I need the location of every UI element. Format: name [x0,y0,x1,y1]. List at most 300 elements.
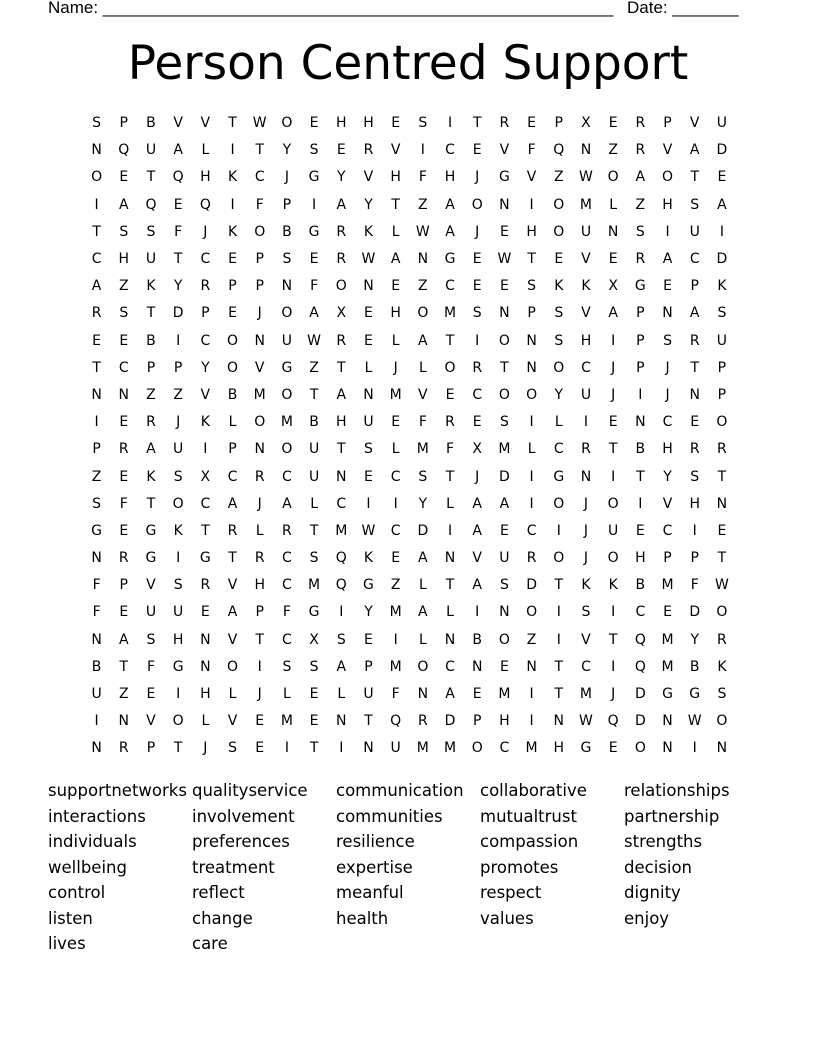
grid-letter[interactable]: S [282,251,292,268]
grid-letter[interactable]: U [716,115,728,132]
grid-letter[interactable]: E [200,604,210,621]
grid-letter[interactable]: I [611,332,616,349]
grid-letter[interactable]: N [635,414,646,431]
grid-letter[interactable]: K [227,169,238,186]
grid-letter[interactable]: S [472,305,482,322]
grid-letter[interactable]: P [119,115,128,132]
grid-letter[interactable]: D [689,604,701,621]
grid-letter[interactable]: X [200,468,211,485]
grid-letter[interactable]: O [254,414,266,431]
grid-letter[interactable]: S [309,658,319,675]
grid-letter[interactable]: T [608,631,618,648]
grid-letter[interactable]: G [580,740,592,757]
grid-letter[interactable]: K [581,278,591,295]
grid-letter[interactable]: Q [634,658,646,675]
grid-letter[interactable]: E [445,386,455,403]
grid-letter[interactable]: N [417,686,429,703]
grid-letter[interactable]: W [579,713,593,730]
grid-letter[interactable]: I [176,332,181,349]
grid-letter[interactable]: P [472,713,482,730]
grid-letter[interactable]: F [92,604,101,621]
grid-letter[interactable]: T [554,658,564,675]
grid-letter[interactable]: Q [634,631,646,648]
grid-letter[interactable]: T [173,740,183,757]
grid-letter[interactable]: N [281,278,293,295]
grid-letter[interactable]: Y [201,359,210,376]
grid-letter[interactable]: T [146,169,156,186]
grid-letter[interactable]: O [91,169,103,186]
grid-letter[interactable]: V [526,169,537,186]
grid-letter[interactable]: S [173,577,183,594]
grid-letter[interactable]: H [499,713,510,730]
grid-letter[interactable]: E [92,332,102,349]
grid-letter[interactable]: C [445,142,455,159]
grid-letter[interactable]: V [200,115,211,132]
grid-letter[interactable]: C [635,604,646,621]
grid-letter[interactable]: H [444,169,456,186]
grid-letter[interactable]: A [445,196,455,213]
grid-letter[interactable]: R [689,332,700,349]
grid-letter[interactable]: O [607,550,619,567]
grid-letter[interactable]: I [312,196,317,213]
grid-letter[interactable]: R [499,115,510,132]
grid-letter[interactable]: E [608,414,618,431]
grid-letter[interactable]: I [692,522,697,539]
grid-letter[interactable]: I [638,495,643,512]
grid-letter[interactable]: W [307,332,322,349]
grid-letter[interactable]: A [418,332,428,349]
grid-letter[interactable]: G [199,550,211,567]
grid-letter[interactable]: D [716,251,728,268]
grid-letter[interactable]: N [444,550,456,567]
grid-letter[interactable]: I [529,196,534,213]
grid-letter[interactable]: J [475,223,480,240]
grid-letter[interactable]: Y [418,495,428,512]
grid-letter[interactable]: B [91,658,102,675]
grid-letter[interactable]: G [444,251,456,268]
grid-letter[interactable]: I [529,713,534,730]
grid-letter[interactable]: L [283,686,291,703]
grid-letter[interactable]: T [255,631,264,648]
grid-letter[interactable]: J [284,169,289,186]
grid-letter[interactable]: U [363,414,374,431]
grid-letter[interactable]: Z [553,169,564,186]
grid-letter[interactable]: L [418,359,427,376]
grid-letter[interactable]: S [228,740,237,757]
grid-letter[interactable]: T [554,577,564,594]
grid-letter[interactable]: O [227,658,239,675]
grid-letter[interactable]: R [635,142,646,159]
grid-letter[interactable]: D [444,713,456,730]
grid-letter[interactable]: Z [173,386,183,403]
grid-letter[interactable]: I [556,604,561,621]
grid-letter[interactable]: P [527,305,536,322]
grid-letter[interactable]: A [635,169,646,186]
grid-letter[interactable]: K [227,223,238,240]
grid-letter[interactable]: H [390,169,401,186]
grid-letter[interactable]: G [689,686,701,703]
grid-letter[interactable]: J [257,495,262,512]
grid-letter[interactable]: E [635,522,645,539]
grid-letter[interactable]: E [499,522,509,539]
grid-letter[interactable]: N [716,740,728,757]
grid-letter[interactable]: I [230,196,235,213]
grid-letter[interactable]: M [389,386,402,403]
grid-letter[interactable]: K [146,278,156,295]
grid-letter[interactable]: J [611,686,616,703]
grid-letter[interactable]: T [173,251,183,268]
grid-letter[interactable]: O [716,604,728,621]
grid-letter[interactable]: F [527,142,536,159]
grid-letter[interactable]: R [200,278,211,295]
grid-letter[interactable]: O [172,495,184,512]
grid-letter[interactable]: H [363,115,374,132]
grid-letter[interactable]: L [364,359,373,376]
grid-letter[interactable]: C [445,278,455,295]
grid-letter[interactable]: C [118,359,129,376]
grid-letter[interactable]: C [553,441,564,458]
grid-letter[interactable]: H [200,686,211,703]
grid-letter[interactable]: R [282,522,292,539]
grid-letter[interactable]: V [200,386,211,403]
grid-letter[interactable]: U [145,604,157,621]
grid-letter[interactable]: U [173,604,184,621]
grid-letter[interactable]: V [146,713,156,730]
grid-letter[interactable]: E [119,169,129,186]
grid-letter[interactable]: U [580,223,592,240]
grid-letter[interactable]: R [363,142,374,159]
grid-letter[interactable]: V [418,386,428,403]
grid-letter[interactable]: M [661,658,674,675]
grid-letter[interactable]: P [636,359,645,376]
grid-letter[interactable]: A [227,604,238,621]
grid-letter[interactable]: P [282,196,292,213]
grid-letter[interactable]: C [282,631,292,648]
grid-letter[interactable]: P [636,305,645,322]
grid-letter[interactable]: O [281,305,293,322]
grid-letter[interactable]: J [257,305,262,322]
grid-letter[interactable]: L [418,631,427,648]
grid-letter[interactable]: R [254,550,265,567]
grid-letter[interactable]: R [118,550,129,567]
grid-letter[interactable]: H [200,169,211,186]
grid-letter[interactable]: Y [364,604,373,621]
grid-letter[interactable]: S [554,332,564,349]
grid-letter[interactable]: O [471,740,483,757]
grid-letter[interactable]: O [254,223,266,240]
grid-letter[interactable]: N [471,658,483,675]
grid-letter[interactable]: T [608,441,618,458]
grid-letter[interactable]: S [173,468,183,485]
grid-letter[interactable]: O [553,550,565,567]
grid-letter[interactable]: A [118,631,129,648]
grid-letter[interactable]: A [689,305,700,322]
grid-letter[interactable]: J [475,468,480,485]
grid-letter[interactable]: E [364,305,373,322]
grid-letter[interactable]: S [92,495,102,512]
grid-letter[interactable]: C [282,468,292,485]
grid-letter[interactable]: C [282,577,292,594]
grid-letter[interactable]: S [309,550,319,567]
grid-letter[interactable]: P [255,278,264,295]
grid-letter[interactable]: L [418,577,427,594]
grid-letter[interactable]: Q [118,142,130,159]
grid-letter[interactable]: K [363,223,374,240]
grid-letter[interactable]: E [119,522,129,539]
grid-letter[interactable]: Z [418,278,428,295]
grid-letter[interactable]: I [529,414,534,431]
grid-letter[interactable]: G [308,604,320,621]
grid-letter[interactable]: T [391,196,400,213]
grid-letter[interactable]: R [254,468,265,485]
grid-letter[interactable]: F [418,414,427,431]
grid-letter[interactable]: I [475,604,480,621]
grid-letter[interactable]: M [498,441,511,458]
grid-letter[interactable]: T [92,223,101,240]
grid-letter[interactable]: S [146,223,156,240]
grid-letter[interactable]: B [309,414,319,431]
grid-letter[interactable]: I [611,468,616,485]
grid-letter[interactable]: I [393,631,398,648]
grid-letter[interactable]: A [689,142,700,159]
grid-letter[interactable]: M [335,522,348,539]
grid-letter[interactable]: I [284,740,289,757]
grid-letter[interactable]: G [91,522,103,539]
grid-letter[interactable]: Z [635,196,646,213]
grid-letter[interactable]: O [227,332,239,349]
grid-letter[interactable]: G [281,359,293,376]
grid-letter[interactable]: F [282,604,291,621]
grid-letter[interactable]: N [363,278,374,295]
grid-letter[interactable]: Q [335,577,347,594]
grid-letter[interactable]: S [499,577,509,594]
grid-letter[interactable]: E [472,251,482,268]
grid-letter[interactable]: G [308,223,320,240]
grid-letter[interactable]: M [280,414,293,431]
grid-letter[interactable]: T [717,550,727,567]
grid-letter[interactable]: O [526,604,538,621]
grid-letter[interactable]: W [361,522,376,539]
grid-letter[interactable]: O [281,386,293,403]
grid-letter[interactable]: B [635,577,646,594]
grid-letter[interactable]: F [690,577,699,594]
grid-letter[interactable]: S [690,468,700,485]
grid-letter[interactable]: R [417,713,428,730]
grid-letter[interactable]: B [635,441,646,458]
grid-letter[interactable]: V [662,142,673,159]
grid-letter[interactable]: L [554,414,563,431]
grid-letter[interactable]: E [608,251,618,268]
grid-letter[interactable]: S [119,223,129,240]
grid-letter[interactable]: C [689,251,700,268]
grid-letter[interactable]: V [254,359,265,376]
grid-letter[interactable]: H [254,577,265,594]
grid-letter[interactable]: J [611,359,616,376]
grid-letter[interactable]: Y [282,142,292,159]
grid-letter[interactable]: A [309,305,319,322]
grid-letter[interactable]: M [416,441,429,458]
grid-letter[interactable]: M [308,577,321,594]
grid-letter[interactable]: D [526,577,537,594]
grid-letter[interactable]: Z [118,686,129,703]
grid-letter[interactable]: V [689,115,700,132]
grid-letter[interactable]: W [361,251,376,268]
grid-letter[interactable]: J [393,359,398,376]
grid-letter[interactable]: I [556,631,561,648]
grid-letter[interactable]: I [447,522,453,539]
grid-letter[interactable]: N [363,740,374,757]
grid-letter[interactable]: M [253,386,266,403]
grid-letter[interactable]: Z [91,468,102,485]
grid-letter[interactable]: D [417,522,429,539]
grid-letter[interactable]: I [366,495,371,512]
grid-letter[interactable]: T [445,468,455,485]
grid-letter[interactable]: N [254,441,265,458]
grid-letter[interactable]: H [689,495,700,512]
grid-letter[interactable]: N [553,713,565,730]
grid-letter[interactable]: E [119,414,129,431]
grid-letter[interactable]: R [689,441,700,458]
grid-letter[interactable]: I [529,686,534,703]
grid-letter[interactable]: S [282,658,292,675]
grid-letter[interactable]: Z [608,142,618,159]
grid-letter[interactable]: O [553,495,565,512]
grid-letter[interactable]: L [391,441,400,458]
grid-letter[interactable]: E [364,468,373,485]
grid-letter[interactable]: N [91,142,102,159]
grid-letter[interactable]: L [228,686,237,703]
grid-letter[interactable]: H [662,441,673,458]
grid-letter[interactable]: I [611,658,616,675]
grid-letter[interactable]: T [554,686,564,703]
grid-letter[interactable]: J [475,169,480,186]
grid-letter[interactable]: E [527,115,537,132]
grid-letter[interactable]: N [336,713,347,730]
grid-letter[interactable]: O [471,196,483,213]
grid-letter[interactable]: S [418,115,428,132]
grid-letter[interactable]: D [716,142,728,159]
grid-letter[interactable]: M [443,740,457,757]
grid-letter[interactable]: M [416,740,429,757]
grid-letter[interactable]: E [554,251,564,268]
grid-letter[interactable]: K [554,278,564,295]
grid-letter[interactable]: I [447,115,453,132]
grid-letter[interactable]: O [553,223,565,240]
grid-letter[interactable]: B [146,332,156,349]
grid-letter[interactable]: C [526,522,537,539]
grid-letter[interactable]: A [390,251,401,268]
grid-letter[interactable]: U [580,386,592,403]
grid-letter[interactable]: A [418,604,428,621]
grid-letter[interactable]: Z [146,386,156,403]
grid-letter[interactable]: T [445,332,455,349]
grid-letter[interactable]: A [173,142,183,159]
grid-letter[interactable]: N [444,631,456,648]
grid-letter[interactable]: N [363,386,374,403]
grid-letter[interactable]: C [227,468,238,485]
grid-letter[interactable]: N [499,305,510,322]
grid-letter[interactable]: S [418,468,428,485]
grid-letter[interactable]: L [391,332,400,349]
grid-letter[interactable]: L [609,196,618,213]
grid-letter[interactable]: M [661,631,674,648]
grid-letter[interactable]: N [499,604,510,621]
grid-letter[interactable]: P [228,278,237,295]
grid-letter[interactable]: U [145,142,157,159]
grid-letter[interactable]: F [174,223,183,240]
grid-letter[interactable]: B [689,658,700,675]
grid-letter[interactable]: I [94,713,99,730]
grid-letter[interactable]: S [92,115,102,132]
grid-letter[interactable]: N [607,223,619,240]
grid-letter[interactable]: T [690,169,699,186]
grid-letter[interactable]: Z [526,631,537,648]
grid-letter[interactable]: J [203,740,208,757]
grid-letter[interactable]: V [581,251,591,268]
grid-letter[interactable]: R [472,359,483,376]
grid-letter[interactable]: N [200,658,211,675]
grid-letter[interactable]: I [257,658,262,675]
grid-letter[interactable]: L [201,713,210,730]
grid-letter[interactable]: K [146,468,156,485]
grid-letter[interactable]: W [687,713,702,730]
grid-letter[interactable]: H [662,196,673,213]
grid-letter[interactable]: P [364,658,373,675]
grid-letter[interactable]: S [499,414,509,431]
grid-letter[interactable]: N [526,359,537,376]
grid-letter[interactable]: I [556,522,561,539]
grid-letter[interactable]: J [176,414,181,431]
grid-letter[interactable]: Q [390,713,402,730]
grid-letter[interactable]: S [527,278,537,295]
grid-letter[interactable]: T [92,359,101,376]
grid-letter[interactable]: E [472,278,482,295]
grid-letter[interactable]: R [336,251,347,268]
grid-letter[interactable]: P [717,386,727,403]
grid-letter[interactable]: J [611,386,616,403]
grid-letter[interactable]: R [200,577,211,594]
grid-letter[interactable]: A [282,495,292,512]
grid-letter[interactable]: V [662,495,673,512]
grid-letter[interactable]: U [499,550,510,567]
grid-letter[interactable]: K [173,522,183,539]
grid-letter[interactable]: M [661,577,674,594]
grid-letter[interactable]: A [418,550,428,567]
grid-letter[interactable]: P [636,332,645,349]
grid-letter[interactable]: F [255,196,264,213]
grid-letter[interactable]: G [498,169,510,186]
grid-letter[interactable]: L [201,142,210,159]
grid-letter[interactable]: E [309,115,319,132]
grid-letter[interactable]: V [499,142,510,159]
grid-letter[interactable]: O [498,332,510,349]
grid-letter[interactable]: X [336,305,347,322]
grid-letter[interactable]: J [583,522,589,539]
grid-letter[interactable]: O [553,196,565,213]
grid-letter[interactable]: N [662,305,673,322]
grid-letter[interactable]: W [714,577,729,594]
grid-letter[interactable]: H [526,223,537,240]
grid-letter[interactable]: Z [390,577,401,594]
grid-letter[interactable]: R [336,223,347,240]
grid-letter[interactable]: O [526,386,538,403]
grid-letter[interactable]: Q [607,713,619,730]
grid-letter[interactable]: R [717,631,727,648]
grid-letter[interactable]: V [173,115,183,132]
grid-letter[interactable]: S [309,142,319,159]
grid-letter[interactable]: A [717,196,727,213]
grid-letter[interactable]: A [499,495,510,512]
